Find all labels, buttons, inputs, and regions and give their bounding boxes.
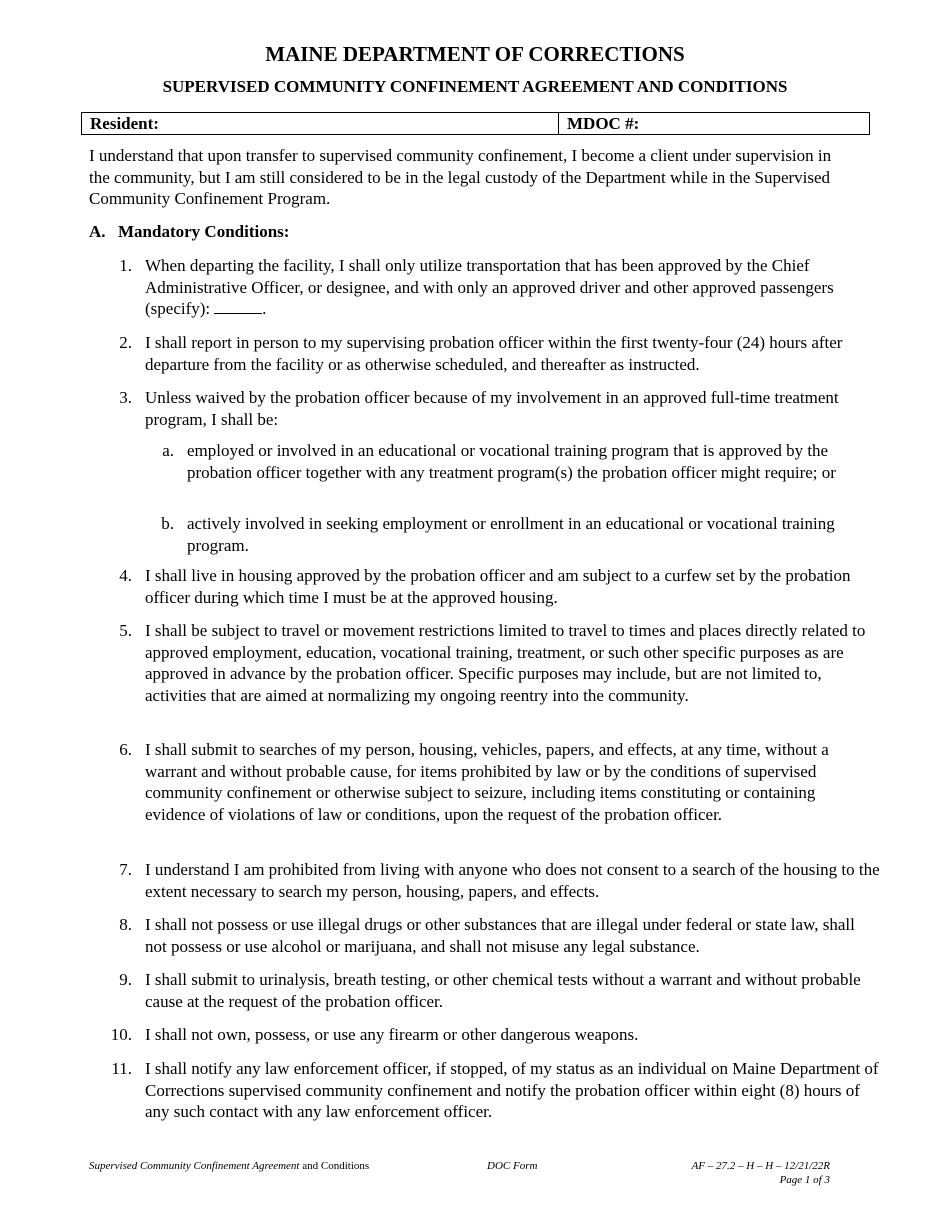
condition-text: Unless waived by the probation officer because of my involvement in an approved full-time treatment program, I shall be: xyxy=(145,388,839,429)
condition-text: I shall be subject to travel or movement restrictions limited to travel to times and places directly related to approved employment, education, vocational training, treatment, or such other specific purposes as are approved in advance by the probation officer. Specific purposes may include, but are not limited to, activities that are aimed at normalizing my ongoing reentry into the community. xyxy=(145,621,866,706)
condition-number: 6. xyxy=(119,740,132,759)
condition-number: 7. xyxy=(119,860,132,879)
section-a-heading xyxy=(89,222,289,242)
condition-number: 11. xyxy=(111,1059,132,1078)
subitem-letter: a. xyxy=(162,441,174,460)
section-a-letter: A. xyxy=(89,222,106,241)
footer-form-name: Supervised Community Confinement Agreement and Conditions xyxy=(89,1160,370,1172)
form-title: SUPERVISED COMMUNITY CONFINEMENT AGREEMENT AND CONDITIONS xyxy=(162,77,788,96)
intro-paragraph: I understand that upon transfer to supervised community confinement, I become a client under supervision in the community, but I am still considered to be in the legal custody of the Department while in the Supervised Community Confinement Program. xyxy=(89,146,832,209)
condition-number: 1. xyxy=(119,256,132,275)
footer-form-code xyxy=(660,1159,830,1187)
condition-number: 2. xyxy=(119,333,132,352)
condition-number: 9. xyxy=(119,970,132,989)
condition-number: 8. xyxy=(119,915,132,934)
subitem-text: employed or involved in an educational or vocational training program that is approved by the probation officer together with any treatment program(s) the probation officer might require; or xyxy=(187,441,836,482)
condition-text: I shall not own, possess, or use any firearm or other dangerous weapons. xyxy=(145,1025,639,1044)
mdoc-number-field[interactable] xyxy=(559,113,869,134)
condition-text: I shall not possess or use illegal drugs or other substances that are illegal under federal or state law, shall not possess or use alcohol or marijuana, and shall not misuse any legal substance. xyxy=(145,915,855,956)
section-a-title: Mandatory Conditions: xyxy=(118,222,290,241)
condition-text: When departing the facility, I shall only utilize transportation that has been approved by the Chief Administrative Officer, or designee, and with only an approved driver and other approved passengers (specify): . xyxy=(145,256,834,319)
condition-number: 4. xyxy=(119,566,132,585)
resident-field[interactable] xyxy=(82,113,559,134)
department-title: MAINE DEPARTMENT OF CORRECTIONS xyxy=(265,42,685,66)
condition-number: 5. xyxy=(119,621,132,640)
mdoc-label: MDOC #: xyxy=(567,114,640,133)
footer-form-type: DOC Form xyxy=(487,1160,538,1172)
form-revision-code: AF – 27.2 – H – H – 12/21/22R xyxy=(691,1160,830,1172)
page-number: Page 1 of 3 xyxy=(779,1174,830,1186)
condition-number: 10. xyxy=(110,1025,132,1044)
condition-text: I shall report in person to my supervising probation officer within the first twenty-four (24) hours after departure from the facility or as otherwise scheduled, and thereafter as instructed. xyxy=(145,333,843,374)
condition-text: I shall live in housing approved by the probation officer and am subject to a curfew set by the probation officer during which time I must be at the approved housing. xyxy=(145,566,851,607)
condition-text: I shall submit to urinalysis, breath testing, or other chemical tests without a warrant and without probable cause at the request of the probation officer. xyxy=(145,970,861,1011)
condition-text: I shall submit to searches of my person, housing, vehicles, papers, and effects, at any time, without a warrant and without probable cause, for items prohibited by law or by the conditions of supervised community confinement or otherwise subject to seizure, including items constituting or containing evidence of violations of law or conditions, upon the request of the probation officer. xyxy=(145,740,829,825)
subitem-text: actively involved in seeking employment or enrollment in an educational or vocational training program. xyxy=(187,514,835,555)
resident-id-table xyxy=(81,112,870,135)
passengers-blank-field[interactable] xyxy=(214,299,262,314)
resident-label: Resident: xyxy=(90,114,159,133)
subitem-letter: b. xyxy=(161,514,174,533)
condition-number: 3. xyxy=(119,388,132,407)
condition-text: I understand I am prohibited from living with anyone who does not consent to a search of the housing to the extent necessary to search my person, housing, papers, and effects. xyxy=(145,860,880,901)
condition-text: I shall notify any law enforcement officer, if stopped, of my status as an individual on Maine Department of Corrections supervised community confinement and notify the probation officer within eight (8) hours of any such contact with any law enforcement officer. xyxy=(145,1059,879,1122)
